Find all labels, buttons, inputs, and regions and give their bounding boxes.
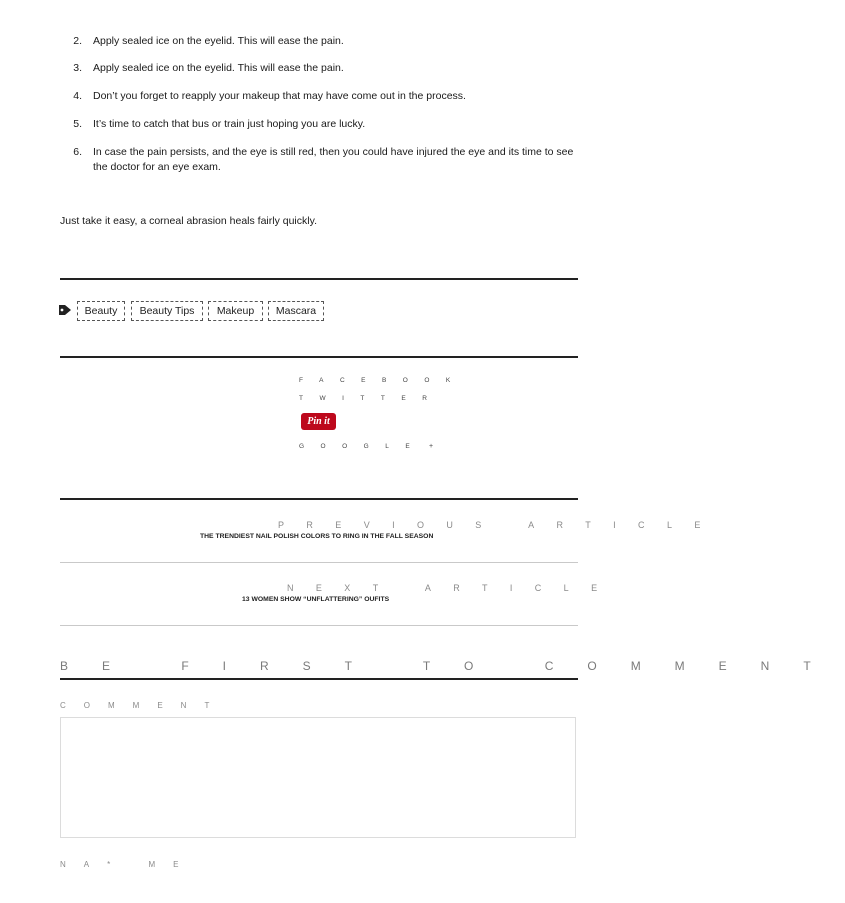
comments-heading: BE FIRST TO COMMENT [60, 659, 845, 673]
previous-article-label: PREVIOUS ARTICLE [278, 520, 723, 530]
previous-article-link[interactable]: THE TRENDIEST NAIL POLISH COLORS TO RING IN THE FALL SEASON [200, 533, 434, 540]
divider [60, 498, 578, 500]
share-twitter-link[interactable]: TWITTER [299, 395, 444, 402]
list-number: 5. [73, 118, 82, 130]
list-number: 6. [73, 146, 82, 158]
list-text: Apply sealed ice on the eyelid. This will ease the pain. [93, 62, 344, 74]
divider [60, 625, 578, 626]
list-number: 4. [73, 90, 82, 102]
tag-makeup[interactable]: Makeup [208, 301, 263, 321]
next-article-link[interactable]: 13 WOMEN SHOW “UNFLATTERING” OUFITS [242, 596, 390, 603]
tag-beauty-tips[interactable]: Beauty Tips [131, 301, 203, 321]
next-article-label: NEXT ARTICLE [287, 583, 620, 593]
tag-mascara[interactable]: Mascara [268, 301, 324, 321]
divider [60, 678, 578, 680]
tag-beauty[interactable]: Beauty [77, 301, 125, 321]
share-google-plus-link[interactable] [0, 443, 638, 453]
comment-textarea[interactable] [60, 717, 576, 838]
tag-icon [58, 303, 72, 321]
google-label: GOOGLE [299, 443, 427, 450]
plus-icon: + [429, 443, 434, 450]
share-facebook-link[interactable]: FACEBOOK [299, 377, 467, 384]
list-text: Apply sealed ice on the eyelid. This will ease the pain. [93, 35, 344, 47]
divider [60, 562, 578, 563]
list-number: 3. [73, 62, 82, 74]
conclusion-text: Just take it easy, a corneal abrasion heals fairly quickly. [60, 215, 317, 227]
list-text: In case the pain persists, and the eye is still red, then you could have injured the eye and its time to see the doctor for an eye exam. [93, 146, 574, 173]
name-field-label: NA* ME [60, 860, 197, 869]
list-text: It’s time to catch that bus or train just hoping you are lucky. [93, 118, 366, 130]
comment-field-label: COMMENT [60, 701, 228, 710]
list-text: Don’t you forget to reapply your makeup that may have come out in the process. [93, 90, 466, 102]
divider [60, 356, 578, 358]
pinterest-pin-button[interactable]: Pin it [301, 413, 336, 430]
divider [60, 278, 578, 280]
list-number: 2. [73, 35, 82, 47]
